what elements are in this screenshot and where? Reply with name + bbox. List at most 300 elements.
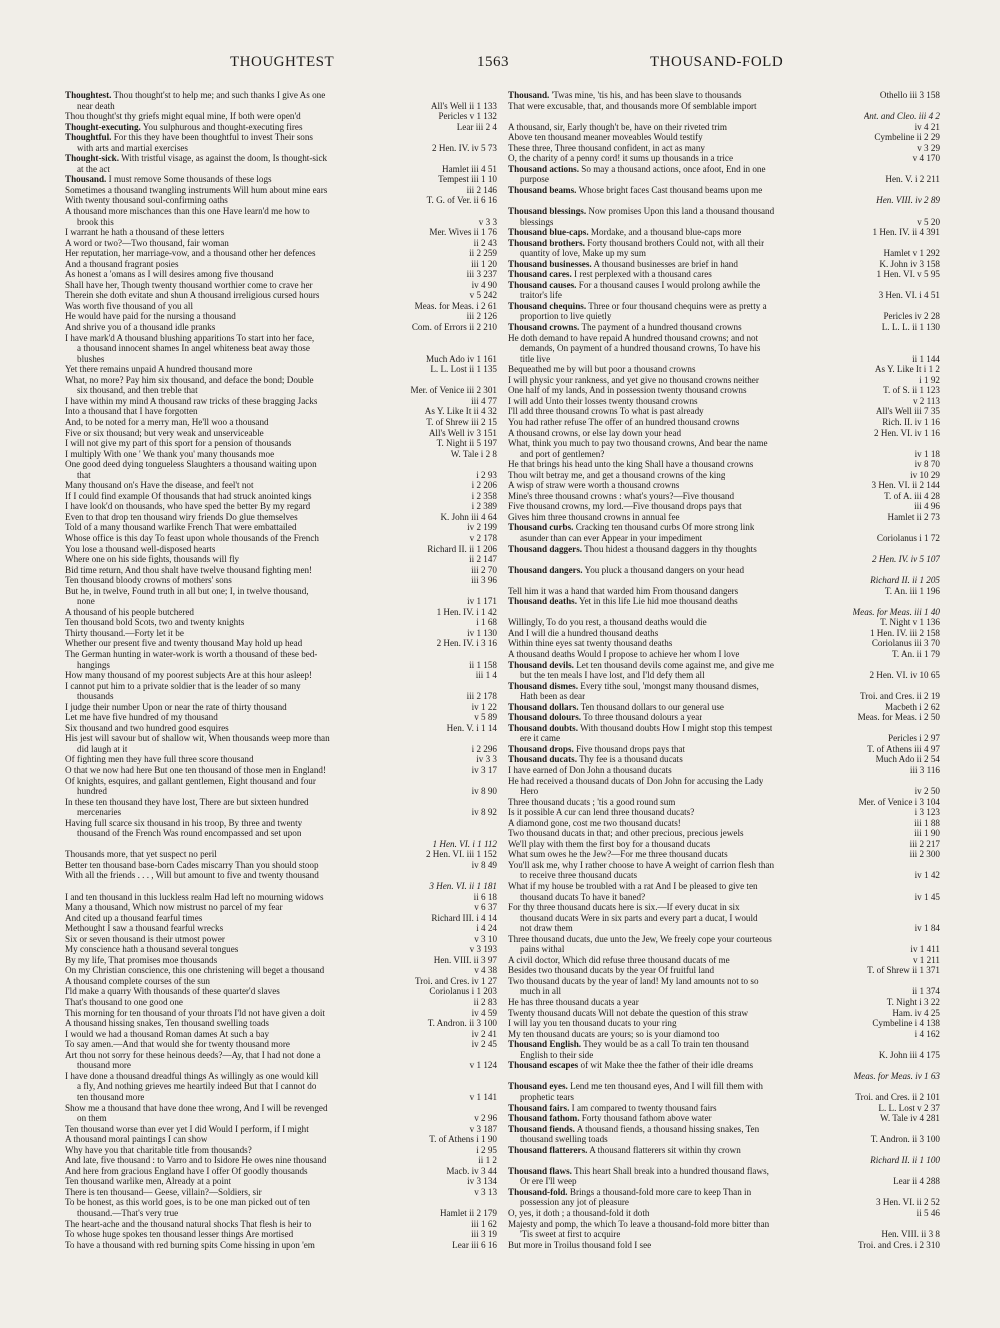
concordance-line bbox=[65, 1208, 497, 1219]
concordance-line bbox=[508, 480, 940, 491]
quotation-text: He had received a thousand ducats of Don John for accusing the Lady bbox=[508, 775, 764, 786]
citation-reference: Meas. for Meas. i 2 61 bbox=[412, 301, 497, 312]
headword: Thoughtful. bbox=[65, 132, 112, 143]
concordance-line bbox=[508, 501, 940, 512]
citation-reference: i 1 68 bbox=[473, 617, 497, 628]
citation-reference: Cymbeline ii 2 29 bbox=[871, 132, 940, 143]
concordance-line bbox=[65, 1018, 497, 1029]
citation-reference: iii 4 77 bbox=[468, 396, 497, 407]
concordance-line bbox=[508, 944, 940, 955]
quotation-text: With all the friends . . . , Will but amount to five and twenty thousand bbox=[65, 870, 319, 881]
concordance-line bbox=[65, 596, 497, 607]
quotation-text: Is it possible A cur can lend three thousand ducats? bbox=[508, 807, 695, 818]
concordance-line bbox=[508, 1008, 940, 1019]
headword: Thousand English. bbox=[508, 1039, 582, 1050]
citation-reference: Meas. for Meas. i 2 50 bbox=[855, 712, 940, 723]
citation-reference: Othello iii 3 158 bbox=[877, 90, 940, 101]
concordance-line bbox=[508, 396, 940, 407]
concordance-line bbox=[65, 1197, 497, 1208]
citation-reference: 2 Hen. VI. iv 10 65 bbox=[866, 670, 940, 681]
concordance-line bbox=[65, 269, 497, 280]
citation-reference: L. L. Lost v 2 37 bbox=[875, 1103, 940, 1114]
quotation-text: To three thousand dolours a year bbox=[583, 712, 703, 723]
concordance-line bbox=[65, 1134, 497, 1145]
concordance-line bbox=[508, 733, 940, 744]
headword: Thousand daggers. bbox=[508, 543, 583, 554]
concordance-line bbox=[508, 132, 940, 143]
headword: Thousand fiends. bbox=[508, 1123, 575, 1134]
citation-reference: iii 1 20 bbox=[468, 259, 497, 270]
quotation-text: Or ere I'll weep bbox=[520, 1176, 577, 1187]
headword-entry bbox=[65, 153, 497, 164]
concordance-line bbox=[65, 470, 497, 481]
quotation-text: to receive three thousand ducats bbox=[520, 870, 638, 881]
headword-entry bbox=[508, 754, 940, 765]
citation-reference: iii 1 90 bbox=[911, 828, 940, 839]
concordance-line bbox=[508, 934, 940, 945]
citation-reference: Richard II. ii 1 206 bbox=[424, 544, 497, 555]
quotation-text: Above ten thousand meaner moveables Would testify bbox=[508, 132, 703, 143]
quotation-text: O that we now had here But one ten thousand of those men in England! bbox=[65, 765, 327, 775]
quotation-text: He would have paid for the nursing a thousand bbox=[65, 311, 236, 322]
quotation-text: Was worth five thousand of you all bbox=[65, 300, 194, 311]
quotation-text: I'ld make a quarry With thousands of these quarter'd slaves bbox=[65, 986, 280, 997]
concordance-line bbox=[508, 649, 940, 660]
citation-reference: i 4 24 bbox=[473, 923, 497, 934]
headword-entry bbox=[508, 744, 940, 755]
concordance-line bbox=[508, 333, 940, 344]
concordance-line bbox=[65, 586, 497, 597]
citation-reference: Com. of Errors ii 2 210 bbox=[409, 322, 497, 333]
quotation-text: near death bbox=[77, 100, 115, 111]
concordance-line bbox=[65, 290, 497, 301]
quotation-text: Two thousand ducats by the year of land! My land amounts not to so bbox=[508, 975, 759, 986]
headword: Thousand cares. bbox=[508, 269, 572, 280]
right-column bbox=[508, 90, 940, 1320]
concordance-line bbox=[508, 1229, 940, 1240]
quotation-text: Shall have her, Though twenty thousand worthier come to crave her bbox=[65, 279, 313, 290]
quotation-text: I will lay you ten thousand ducats to your ring bbox=[508, 1018, 677, 1029]
running-header bbox=[0, 54, 1000, 76]
quotation-text: Besides two thousand ducats by the year Of fruitful land bbox=[508, 965, 715, 976]
citation-reference: 1 Hen. IV. i 1 42 bbox=[434, 607, 497, 618]
concordance-line bbox=[65, 322, 497, 333]
quotation-text: Therein she doth evitate and shun A thousand irreligious cursed hours bbox=[65, 290, 320, 301]
concordance-line bbox=[65, 1113, 497, 1124]
quotation-text: Even to that drop ten thousand wiry friends Do glue themselves bbox=[65, 511, 298, 522]
citation-reference: i 2 93 bbox=[473, 470, 497, 481]
citation-reference: v 1 124 bbox=[467, 1060, 497, 1071]
citation-reference: iii 3 116 bbox=[907, 765, 940, 776]
quotation-text: And cited up a thousand fearful times bbox=[65, 912, 203, 923]
concordance-line bbox=[65, 375, 497, 386]
citation-reference: iv 2 45 bbox=[469, 1039, 497, 1050]
quotation-text: And here from gracious England have I offer Of goodly thousands bbox=[65, 1165, 308, 1176]
concordance-line bbox=[65, 248, 497, 259]
citation-reference: Pericles i 2 97 bbox=[885, 733, 940, 744]
headword: Thousand drops. bbox=[508, 743, 574, 754]
quotation-text: English to their side bbox=[520, 1049, 594, 1060]
citation-reference: ii 1 158 bbox=[466, 660, 497, 671]
quotation-text: Six or seven thousand is their utmost power bbox=[65, 933, 225, 944]
concordance-line bbox=[508, 217, 940, 228]
headword-entry bbox=[508, 259, 940, 270]
citation-source: Meas. for Meas. iv 1 63 bbox=[853, 1070, 940, 1081]
headword: Thousand businesses. bbox=[508, 258, 592, 269]
concordance-line bbox=[65, 860, 497, 871]
concordance-line bbox=[65, 544, 497, 555]
quotation-text: The payment of a hundred thousand crowns bbox=[581, 322, 742, 333]
quotation-text: prophetic tears bbox=[520, 1091, 574, 1102]
quotation-text: thousand.—That's very true bbox=[77, 1207, 179, 1218]
headword: Thousand causes. bbox=[508, 279, 577, 290]
citation-reference: Cymbeline i 4 138 bbox=[869, 1018, 940, 1029]
headword: Thousand fathom. bbox=[508, 1113, 580, 1124]
quotation-text: A diamond gone, cost me two thousand ducats! bbox=[508, 817, 681, 828]
concordance-line bbox=[65, 1145, 497, 1156]
concordance-line bbox=[508, 986, 940, 997]
headword-entry bbox=[508, 712, 940, 723]
concordance-line bbox=[508, 122, 940, 133]
concordance-line bbox=[65, 364, 497, 375]
headword-entry bbox=[508, 1060, 940, 1071]
concordance-line bbox=[65, 765, 497, 776]
quotation-text: Tell him it was a hand that warded him From thousand dangers bbox=[508, 585, 739, 596]
quotation-text: Forty thousand brothers Could not, with all their bbox=[587, 237, 765, 248]
citation-reference: W. Tale iv 4 281 bbox=[877, 1113, 940, 1124]
quotation-text: He that brings his head unto the king Shall have a thousand crowns bbox=[508, 459, 754, 470]
citation-reference: iii 1 4 bbox=[473, 670, 497, 681]
concordance-line bbox=[65, 1240, 497, 1251]
concordance-line bbox=[65, 944, 497, 955]
concordance-line bbox=[508, 776, 940, 787]
citation-source: Ant. and Cleo. iii 4 2 bbox=[863, 111, 940, 122]
quotation-text: Yet there remains unpaid A hundred thousand more bbox=[65, 364, 253, 375]
quotation-text: A thousand of his people butchered bbox=[65, 606, 194, 617]
citation-reference: iv 1 42 bbox=[912, 870, 940, 881]
quotation-text: A civil doctor, Which did refuse three thousand ducats of me bbox=[508, 954, 730, 965]
concordance-line bbox=[65, 238, 497, 249]
concordance-line bbox=[508, 1176, 940, 1187]
concordance-line bbox=[65, 881, 497, 892]
quotation-text: Thirty thousand.—Forty let it be bbox=[65, 627, 184, 638]
headword: Thousand flatterers. bbox=[508, 1144, 588, 1155]
citation-reference: ii 2 43 bbox=[471, 238, 497, 249]
quotation-text: Within thine eyes sat twenty thousand deaths bbox=[508, 638, 673, 649]
concordance-line bbox=[65, 818, 497, 829]
citation-reference: Mer. of Venice i 3 104 bbox=[856, 797, 940, 808]
concordance-line bbox=[65, 681, 497, 692]
concordance-line bbox=[65, 227, 497, 238]
quotation-text: What if my house be troubled with a rat And I be pleased to give ten bbox=[508, 881, 758, 892]
quotation-text: Ten thousand worse than ever yet I did Would I perform, if I might bbox=[65, 1123, 309, 1134]
citation-source: 2 Hen. IV. iv 5 107 bbox=[871, 554, 940, 565]
citation-reference: T. Andron. ii 3 100 bbox=[425, 1018, 497, 1029]
quotation-text: You lose a thousand well-disposed hearts bbox=[65, 543, 216, 554]
concordance-line bbox=[65, 311, 497, 322]
quotation-text: And, to be noted for a merry man, He'll woo a thousand bbox=[65, 416, 269, 427]
concordance-line bbox=[65, 1124, 497, 1135]
quotation-text: I have done a thousand dreadful things As willingly as one would kill bbox=[65, 1070, 319, 1081]
concordance-line bbox=[65, 691, 497, 702]
headword-entry bbox=[508, 681, 940, 692]
quotation-text: Three or four thousand chequins were as pretty a bbox=[588, 300, 767, 311]
headword: Thoughtest. bbox=[65, 90, 112, 100]
quotation-text: much in all bbox=[520, 986, 562, 997]
concordance-line bbox=[508, 428, 940, 439]
quotation-text: One half of my lands, And in possession twenty thousand crowns bbox=[508, 385, 747, 396]
concordance-line bbox=[65, 670, 497, 681]
concordance-line bbox=[508, 195, 940, 206]
quotation-text: Every tithe soul, 'mongst many thousand dismes, bbox=[580, 680, 759, 691]
citation-reference: Hamlet v 1 292 bbox=[880, 248, 940, 259]
concordance-line bbox=[65, 660, 497, 671]
citation-reference: v 3 13 bbox=[471, 1187, 497, 1198]
headword-entry bbox=[508, 723, 940, 734]
citation-reference: iii 2 178 bbox=[464, 691, 497, 702]
quotation-text: with arts and martial exercises bbox=[77, 142, 188, 153]
citation-reference: 3 Hen. VI. i 4 51 bbox=[876, 290, 940, 301]
headword-entry bbox=[65, 122, 497, 133]
citation-reference: iv 8 70 bbox=[912, 459, 940, 470]
quotation-text: O, the charity of a penny cord! it sums up thousands in a trice bbox=[508, 153, 734, 164]
citation-reference: Troi. and Cres. iv 1 27 bbox=[412, 976, 497, 987]
quotation-text: What, think you much to pay two thousand crowns, And bear the name bbox=[508, 438, 768, 449]
quotation-text: As honest a 'omans as I will desires among five thousand bbox=[65, 269, 274, 280]
quotation-text: Show me a thousand that have done thee wrong, And I will be revenged bbox=[65, 1102, 328, 1113]
citation-reference: Hen. VIII. ii 3 8 bbox=[878, 1229, 940, 1240]
headword-entry bbox=[508, 565, 940, 576]
citation-source: Hen. VIII. iv 2 89 bbox=[876, 195, 940, 206]
citation-reference: iv 1 171 bbox=[464, 596, 497, 607]
citation-reference: i 2 358 bbox=[469, 491, 497, 502]
header-left-word: THOUGHTEST bbox=[230, 54, 335, 70]
citation-reference: i 2 95 bbox=[473, 1145, 497, 1156]
quotation-text: But he, in twelve, Found truth in all but one; I, in twelve thousand, bbox=[65, 585, 309, 596]
concordance-line bbox=[508, 923, 940, 934]
concordance-line bbox=[65, 1008, 497, 1019]
concordance-line bbox=[65, 965, 497, 976]
quotation-text: Five thousand drops pays that bbox=[576, 743, 686, 754]
concordance-line bbox=[65, 892, 497, 903]
quotation-text: Many a thousand, Which now mistrust no parcel of my fear bbox=[65, 902, 283, 913]
concordance-line bbox=[508, 913, 940, 924]
quotation-text: proportion to live quietly bbox=[520, 311, 612, 322]
citation-reference: iii 1 62 bbox=[468, 1219, 497, 1230]
quotation-text: That were excusable, that, and thousands more Of semblable import bbox=[508, 100, 757, 111]
concordance-line bbox=[508, 628, 940, 639]
concordance-line bbox=[508, 839, 940, 850]
citation-source: 3 Hen. VI. ii 1 181 bbox=[429, 881, 497, 892]
citation-reference: iv 1 22 bbox=[469, 702, 497, 713]
quotation-text: Forty thousand fathom above water bbox=[581, 1113, 712, 1124]
concordance-line bbox=[65, 723, 497, 734]
citation-reference: iv 2 41 bbox=[469, 1029, 497, 1040]
citation-reference: T. of Shrew iii 2 15 bbox=[423, 417, 497, 428]
citation-reference: 2 Hen. VI. iii 1 152 bbox=[423, 849, 497, 860]
quotation-text: I am compared to twenty thousand fairs bbox=[571, 1102, 717, 1113]
citation-reference: K. John iii 4 175 bbox=[876, 1050, 940, 1061]
headword-entry bbox=[508, 301, 940, 312]
quotation-text: You pluck a thousand dangers on your head bbox=[584, 564, 745, 575]
header-right-word: THOUSAND-FOLD bbox=[650, 54, 784, 70]
quotation-text: A thousand complete courses of the sun bbox=[65, 975, 210, 986]
concordance-line bbox=[65, 1050, 497, 1061]
citation-reference: ii 5 46 bbox=[914, 1208, 940, 1219]
concordance-line bbox=[508, 354, 940, 365]
concordance-line bbox=[65, 870, 497, 881]
citation-reference: 2 Hen. VI. iv 1 16 bbox=[871, 428, 940, 439]
citation-reference: Lear iii 2 4 bbox=[454, 122, 497, 133]
quotation-text: Yet in this life Lie hid moe thousand deaths bbox=[578, 596, 738, 607]
concordance-line bbox=[508, 554, 940, 565]
citation-reference: 1 Hen. IV. iii 2 158 bbox=[867, 628, 940, 639]
concordance-line bbox=[508, 406, 940, 417]
quotation-text: I will physic your rankness, and yet give no thousand crowns neither bbox=[508, 374, 759, 385]
quotation-text: Better ten thousand base-born Cades miscarry Than you should stoop bbox=[65, 859, 319, 870]
citation-reference: L. L. Lost ii 1 135 bbox=[427, 364, 497, 375]
citation-reference: All's Well iv 3 151 bbox=[426, 428, 497, 439]
quotation-text: I multiply With one ' We thank you' many thousands moe bbox=[65, 448, 275, 459]
headword-entry bbox=[508, 522, 940, 533]
concordance-line bbox=[65, 849, 497, 860]
citation-reference: ii 2 259 bbox=[466, 248, 497, 259]
quotation-text: One good deed dying tongueless Slaughters a thousand waiting upon bbox=[65, 459, 317, 470]
concordance-line bbox=[508, 638, 940, 649]
quotation-text: We'll play with them the first boy for a thousand ducats bbox=[508, 838, 711, 849]
quotation-text: His jest will savour but of shallow wit, When thousands weep more than bbox=[65, 733, 330, 744]
quotation-text: By my life, That promises moe thousands bbox=[65, 954, 218, 965]
quotation-text: thousand ducats To have it baned? bbox=[520, 891, 646, 902]
concordance-line bbox=[508, 1050, 940, 1061]
quotation-text: I would we had a thousand Roman dames At such a bay bbox=[65, 1028, 270, 1039]
citation-reference: Macbeth i 2 62 bbox=[882, 702, 940, 713]
citation-reference: ii 6 18 bbox=[471, 892, 497, 903]
quotation-text: Where one on his side fights, thousands will fly bbox=[65, 554, 240, 565]
concordance-line bbox=[508, 870, 940, 881]
quotation-text: brook this bbox=[77, 216, 114, 227]
quotation-text: thousand swelling toads bbox=[520, 1134, 608, 1145]
headword-entry bbox=[508, 238, 940, 249]
concordance-line bbox=[508, 375, 940, 386]
quotation-text: 'Tis sweet at first to acquire bbox=[520, 1229, 621, 1240]
headword: Thought-sick. bbox=[65, 153, 120, 164]
concordance-line bbox=[508, 385, 940, 396]
quotation-text: Mine's three thousand crowns : what's yours?—Five thousand bbox=[508, 490, 735, 501]
quotation-text: These three, Three thousand confident, in act as many bbox=[508, 142, 705, 153]
quotation-text: not draw them bbox=[520, 923, 573, 934]
quotation-text: You'll ask me, why I rather choose to have A weight of carrion flesh than bbox=[508, 859, 775, 870]
citation-reference: 2 Hen. IV. i 3 16 bbox=[434, 638, 497, 649]
quotation-text: I'll add three thousand crowns To what is past already bbox=[508, 406, 704, 417]
quotation-text: Five thousand crowns, my lord.—Five thousand drops pays that bbox=[508, 501, 742, 512]
concordance-line bbox=[65, 986, 497, 997]
headword-entry bbox=[508, 1187, 940, 1198]
concordance-line bbox=[508, 153, 940, 164]
citation-reference: iv 4 90 bbox=[469, 280, 497, 291]
citation-reference: T. of Athens iii 4 97 bbox=[864, 744, 940, 755]
concordance-line bbox=[508, 1219, 940, 1230]
headword-entry bbox=[508, 1113, 940, 1124]
citation-reference: i 3 123 bbox=[912, 807, 940, 818]
quotation-text: Three thousand ducats, due unto the Jew, We freely cope your courteous bbox=[508, 933, 772, 944]
quotation-text: To whose huge spokes ten thousand lesser things Are mortised bbox=[65, 1229, 294, 1240]
citation-reference: Macb. iv 3 44 bbox=[443, 1166, 497, 1177]
citation-reference: v 5 242 bbox=[467, 290, 497, 301]
concordance-line bbox=[65, 1176, 497, 1187]
concordance-line bbox=[65, 617, 497, 628]
citation-reference: iv 8 49 bbox=[469, 860, 497, 871]
concordance-line bbox=[65, 565, 497, 576]
concordance-line bbox=[508, 828, 940, 839]
headword-entry bbox=[508, 164, 940, 175]
quotation-text: And a thousand fragrant posies bbox=[65, 258, 179, 269]
concordance-line bbox=[65, 1029, 497, 1040]
citation-reference: v 5 89 bbox=[471, 712, 497, 723]
concordance-line bbox=[508, 1240, 940, 1251]
citation-source: Meas. for Meas. iii 1 40 bbox=[852, 606, 940, 617]
quotation-text: Into a thousand that I have forgotten bbox=[65, 406, 198, 417]
concordance-line bbox=[508, 849, 940, 860]
concordance-line bbox=[508, 1197, 940, 1208]
headword: Thousand flaws. bbox=[508, 1165, 572, 1176]
quotation-text: Bequeathed me by will but poor a thousand crowns bbox=[508, 364, 696, 375]
quotation-text: Thou wilt betray me, and get a thousand crowns of the king bbox=[508, 469, 726, 480]
concordance-line bbox=[508, 892, 940, 903]
concordance-line bbox=[65, 607, 497, 618]
concordance-line bbox=[65, 976, 497, 987]
citation-reference: i 2 296 bbox=[469, 744, 497, 755]
citation-reference: iii 3 237 bbox=[464, 269, 497, 280]
concordance-line bbox=[65, 702, 497, 713]
quotation-text: A word or two?—Two thousand, fair woman bbox=[65, 237, 229, 248]
citation-reference: iii 4 96 bbox=[911, 501, 940, 512]
citation-reference: i 2 206 bbox=[469, 480, 497, 491]
headword: Thousand doubts. bbox=[508, 722, 579, 733]
headword: Thousand dolours. bbox=[508, 712, 582, 723]
concordance-line bbox=[65, 776, 497, 787]
quotation-text: traitor's life bbox=[520, 290, 562, 301]
quotation-text: Whose bright faces Cast thousand beams upon me bbox=[578, 184, 763, 195]
quotation-text: Whether our present five and twenty thousand May hold up head bbox=[65, 638, 303, 649]
quotation-text: pains withal bbox=[520, 944, 565, 955]
quotation-text: Methought I saw a thousand fearful wrecks bbox=[65, 923, 224, 934]
citation-reference: K. John iii 4 64 bbox=[437, 512, 497, 523]
concordance-line bbox=[508, 449, 940, 460]
quotation-text: Twenty thousand ducats Will not debate the question of this straw bbox=[508, 1007, 749, 1018]
headword-entry bbox=[508, 322, 940, 333]
citation-reference: iii 3 19 bbox=[468, 1229, 497, 1240]
concordance-line bbox=[65, 1103, 497, 1114]
quotation-text: I will add Unto their losses twenty thousand crowns bbox=[508, 395, 698, 406]
left-column bbox=[65, 90, 497, 1320]
quotation-text: A wisp of straw were worth a thousand crowns bbox=[508, 480, 680, 491]
citation-reference: T. Night i 3 22 bbox=[884, 997, 940, 1008]
citation-reference: ii 1 374 bbox=[909, 986, 940, 997]
citation-reference: Much Ado iv 1 161 bbox=[423, 354, 497, 365]
concordance-line bbox=[65, 406, 497, 417]
citation-reference: As Y. Like It ii 4 32 bbox=[422, 406, 497, 417]
quotation-text: I judge their number Upon or near the rate of thirty thousand bbox=[65, 701, 287, 712]
headword-entry bbox=[508, 544, 940, 555]
concordance-line bbox=[508, 955, 940, 966]
quotation-text: Five or six thousand; but very weak and unserviceable bbox=[65, 427, 264, 438]
concordance-line bbox=[508, 459, 940, 470]
quotation-text: demands, On payment of a hundred thousand crowns, To have his bbox=[520, 343, 761, 354]
quotation-text: I have mark'd A thousand blushing apparitions To start into her face, bbox=[65, 332, 315, 343]
concordance-line bbox=[65, 301, 497, 312]
citation-reference: K. John iv 3 158 bbox=[876, 259, 940, 270]
